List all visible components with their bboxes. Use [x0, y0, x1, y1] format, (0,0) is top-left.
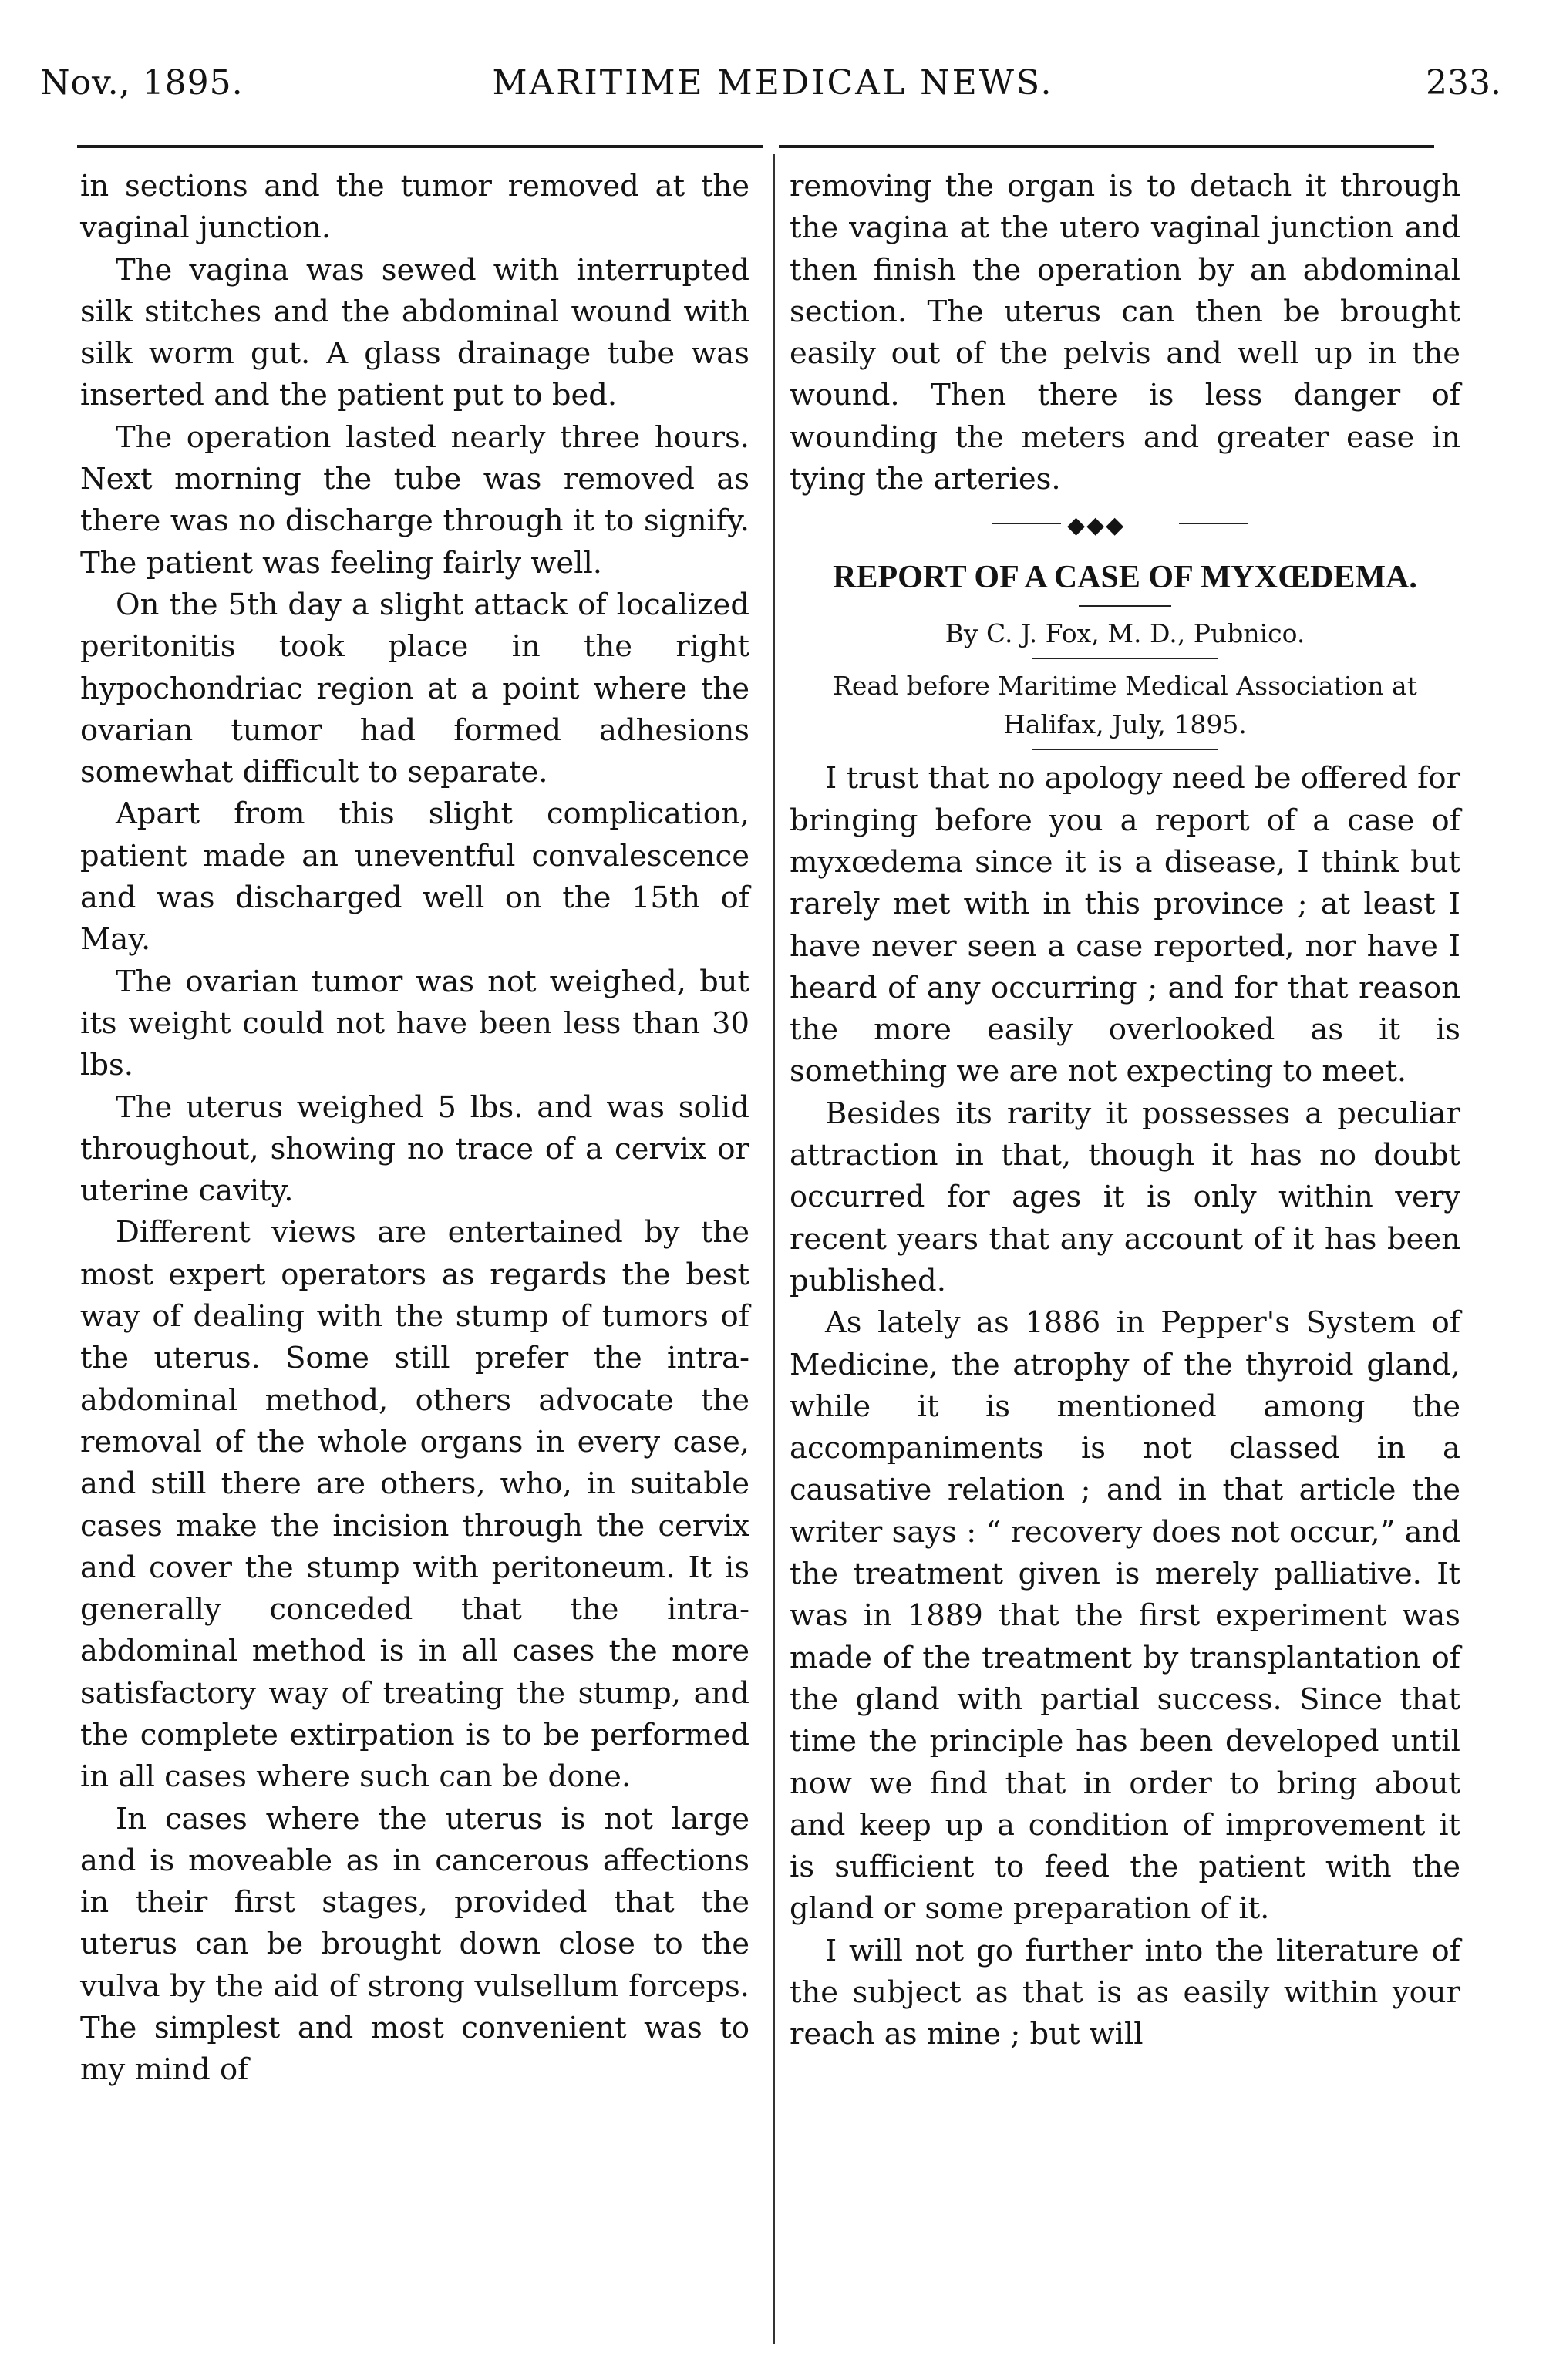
paragraph: The vagina was sewed with interrupted silk stitches and the abdominal wound with silk worm gut. A glass drainage tube was inserted and the patient put to bed. [80, 252, 749, 413]
article-title: REPORT OF A CASE OF MYXŒDEMA. [833, 560, 1417, 596]
title-rule [1079, 605, 1171, 607]
header-rule-left [77, 145, 763, 148]
right-column [790, 166, 1460, 2056]
read-before-note: Read before Maritime Medical Association at Halifax, July, 1895. [833, 671, 1417, 740]
paragraph: In cases where the uterus is not large and is moveable as in cancerous affections in their first stages, provided that the uterus can be brought down close to the vulva by the aid of strong vulsellum forceps. The simplest and most convenient was to my mind of [80, 1801, 749, 2088]
page-number: 233. [1426, 63, 1501, 103]
column-divider [773, 154, 775, 2344]
note-rule [1032, 749, 1218, 750]
paragraph: The operation lasted nearly three hours. Next morning the tube was removed as there was no discharge through it to signify. The patient was feeling fairly well. [80, 419, 749, 581]
paragraph: Apart from this slight complication, patient made an uneventful convalescence and was discharged well on the 15th of May. [80, 796, 749, 958]
ornament-line-right [1179, 523, 1248, 524]
paragraph: in sections and the tumor removed at the vaginal junction. [80, 169, 749, 246]
paragraph: Different views are entertained by the most expert operators as regards the best way of dealing with the stump of tumors of the uterus. Some still prefer the intra-abdominal method, others advocate the removal of the whole organs in every case, and still there are others, who, in suitable cases make the incision through the cervix and cover the stump with peritoneum. It is generally conceded that the intra-abdominal method is in all cases the more satisfactory way of treating the stump, and the complete extirpation is to be performed in all cases where such can be done. [80, 1215, 749, 1795]
ornament-line-left [992, 523, 1061, 524]
article-byline: By C. J. Fox, M. D., Pubnico. [945, 618, 1305, 649]
paragraph: I will not go further into the literature of the subject as that is as easily within your reach as mine ; but will [790, 1933, 1460, 2052]
paragraph: On the 5th day a slight attack of localized peritonitis took place in the right hypochondriac region at a point where the ovarian tumor had formed adhesions somewhat difficult to separate. [80, 587, 749, 790]
ornament-flourish-icon: ◆◆◆ [1067, 512, 1126, 540]
byline-rule [1032, 658, 1218, 659]
journal-title: MARITIME MEDICAL NEWS. [492, 63, 1054, 103]
section-ornament [790, 512, 1460, 540]
paragraph: The uterus weighed 5 lbs. and was solid throughout, showing no trace of a cervix or uterine cavity. [80, 1089, 749, 1209]
header-rule-right [779, 145, 1434, 148]
continuation-paragraph: removing the organ is to detach it through the vagina at the utero vaginal junction and then finish the operation by an abdominal section. The uterus can then be brought easily out of the pelvis and well up in the wound. Then there is less danger of wounding the meters and greater ease in tying the arteries. [790, 169, 1460, 497]
running-head [40, 63, 1506, 125]
paragraph: The ovarian tumor was not weighed, but its weight could not have been less than 30 lbs. [80, 964, 749, 1083]
issue-date: Nov., 1895. [40, 63, 244, 103]
paragraph: I trust that no apology need be offered for bringing before you a report of a case of myxœdema since it is a disease, I think but rarely met with in this province ; at least I have never seen a case reported, nor have I heard of any occurring ; and for that reason the more easily overlooked as it is something we are not expecting to meet. [790, 761, 1460, 1089]
paragraph: As lately as 1886 in Pepper's System of Medicine, the atrophy of the thyroid gland, while it is mentioned among the accompaniments is not classed in a causative relation ; and in that article the writer says : “ recovery does not occur,” and the treatment given is merely palliative. It was in 1889 that the first experiment was made of the treatment by transplantation of the gland with partial success. Since that time the principle has been developed until now we find that in order to bring about and keep up a condition of improvement it is sufficient to feed the patient with the gland or some preparation of it. [790, 1305, 1460, 1927]
left-column [80, 166, 749, 2092]
paragraph: Besides its rarity it possesses a peculiar attraction in that, though it has no doubt occurred for ages it is only within very recent years that any account of it has been published. [790, 1096, 1460, 1298]
